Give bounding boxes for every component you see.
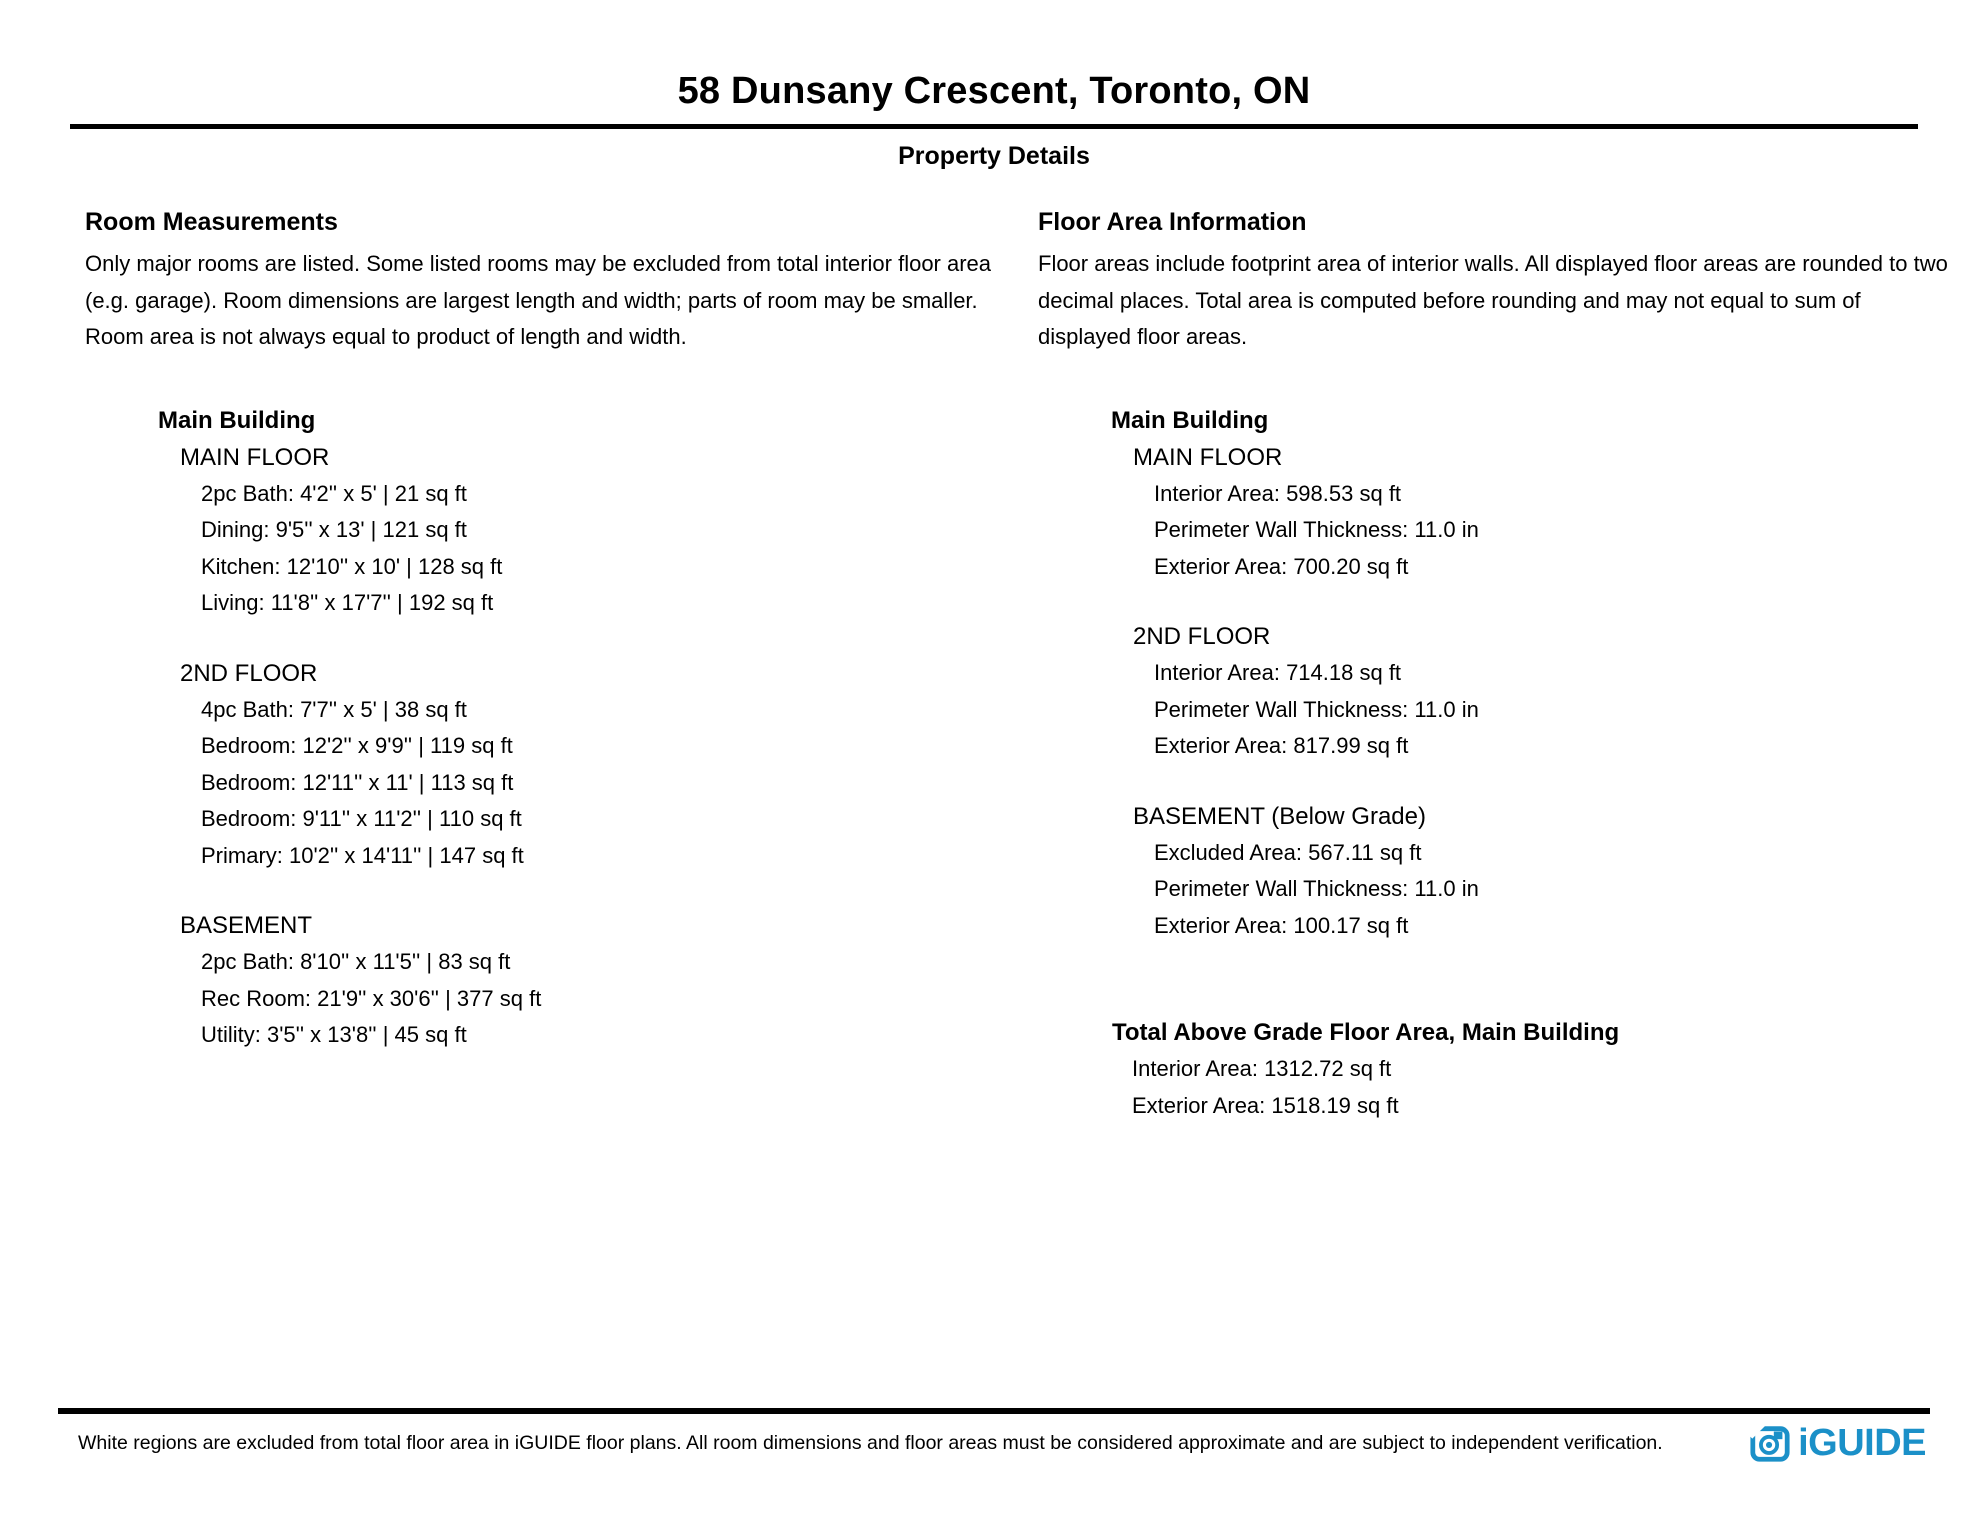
room-measurement: Bedroom: 12'11'' x 11' | 113 sq ft <box>201 769 514 795</box>
floor-name: 2ND FLOOR <box>180 659 318 687</box>
building-name: Main Building <box>158 406 316 434</box>
floor-group-basement <box>180 907 1000 1054</box>
room-measurement: 2pc Bath: 4'2'' x 5' | 21 sq ft <box>201 480 467 506</box>
room-measurement: Kitchen: 12'10'' x 10' | 128 sq ft <box>201 553 503 579</box>
iguide-logo <box>1749 1422 1926 1464</box>
floor-stat: Perimeter Wall Thickness: 11.0 in <box>1154 876 1479 901</box>
room-measurement: Bedroom: 9'11'' x 11'2'' | 110 sq ft <box>201 806 522 831</box>
room-measurement: Rec Room: 21'9'' x 30'6'' | 377 sq ft <box>201 985 542 1011</box>
floor-name: MAIN FLOOR <box>180 443 330 471</box>
footer-divider <box>58 1408 1930 1414</box>
footer <box>78 1422 1926 1464</box>
header-divider <box>70 124 1918 129</box>
floor-area-group-basement <box>1133 798 1953 945</box>
floor-stat: Excluded Area: 567.11 sq ft <box>1154 839 1422 865</box>
floor-group-main-floor <box>180 439 1000 622</box>
floor-area-information-heading: Floor Area Information <box>1038 208 1307 236</box>
room-measurement: Bedroom: 12'2'' x 9'9'' | 119 sq ft <box>201 733 513 758</box>
room-measurement: Dining: 9'5'' x 13' | 121 sq ft <box>201 517 467 542</box>
floor-area-information-section <box>1038 207 1953 1124</box>
iguide-camera-icon <box>1749 1422 1791 1464</box>
floor-group-2nd-floor <box>180 655 1000 875</box>
page-subtitle: Property Details <box>898 142 1090 170</box>
room-measurements-building <box>85 402 1000 1054</box>
floor-stat: Interior Area: 714.18 sq ft <box>1154 660 1402 685</box>
total-above-grade-heading: Total Above Grade Floor Area, Main Building <box>1112 1019 1620 1046</box>
floor-area-group-2nd-floor <box>1133 618 1953 765</box>
total-stat: Exterior Area: 1518.19 sq ft <box>1132 1092 1399 1118</box>
floor-stat: Exterior Area: 100.17 sq ft <box>1154 912 1409 938</box>
floor-area-information-note: Floor areas include footprint area of interior walls. All displayed floor areas are rounded to two decimal places. Total area is computed before rounding and may not equal to sum of displayed floor areas. <box>1038 251 1948 349</box>
footer-disclaimer: White regions are excluded from total floor area in iGUIDE floor plans. All room dimensions and floor areas must be considered approximate and are subject to independent verification. <box>78 1432 1663 1454</box>
iguide-logo-text: iGUIDE <box>1798 1422 1926 1464</box>
room-measurement: Living: 11'8'' x 17'7'' | 192 sq ft <box>201 590 494 615</box>
room-measurement: 4pc Bath: 7'7'' x 5' | 38 sq ft <box>201 696 467 722</box>
floor-name: MAIN FLOOR <box>1133 443 1283 471</box>
page-title: 58 Dunsany Crescent, Toronto, ON <box>677 70 1311 112</box>
floor-name: BASEMENT (Below Grade) <box>1133 802 1426 830</box>
total-stat: Interior Area: 1312.72 sq ft <box>1132 1056 1392 1081</box>
floor-name: BASEMENT <box>180 912 313 939</box>
room-measurements-heading: Room Measurements <box>85 208 338 236</box>
floor-stat: Exterior Area: 817.99 sq ft <box>1154 733 1409 758</box>
room-measurement: Primary: 10'2'' x 14'11'' | 147 sq ft <box>201 842 524 868</box>
room-measurement: 2pc Bath: 8'10'' x 11'5'' | 83 sq ft <box>201 949 511 974</box>
floor-stat: Exterior Area: 700.20 sq ft <box>1154 553 1409 579</box>
floor-stat: Perimeter Wall Thickness: 11.0 in <box>1154 517 1479 542</box>
floor-area-group-main-floor <box>1133 439 1953 586</box>
room-measurements-section <box>85 207 1000 1054</box>
floor-stat: Interior Area: 598.53 sq ft <box>1154 480 1402 506</box>
floor-area-building <box>1038 402 1953 945</box>
room-measurement: Utility: 3'5'' x 13'8'' | 45 sq ft <box>201 1022 467 1047</box>
room-measurements-note: Only major rooms are listed. Some listed rooms may be excluded from total interior floor area (e.g. garage). Room dimensions are largest length and width; parts of room may be smaller. Room area is not always equal to product of length and width. <box>85 251 992 349</box>
floor-stat: Perimeter Wall Thickness: 11.0 in <box>1154 696 1479 722</box>
floor-name: 2ND FLOOR <box>1133 623 1271 650</box>
total-above-grade-section <box>1112 1014 1953 1124</box>
building-name: Main Building <box>1111 406 1269 434</box>
